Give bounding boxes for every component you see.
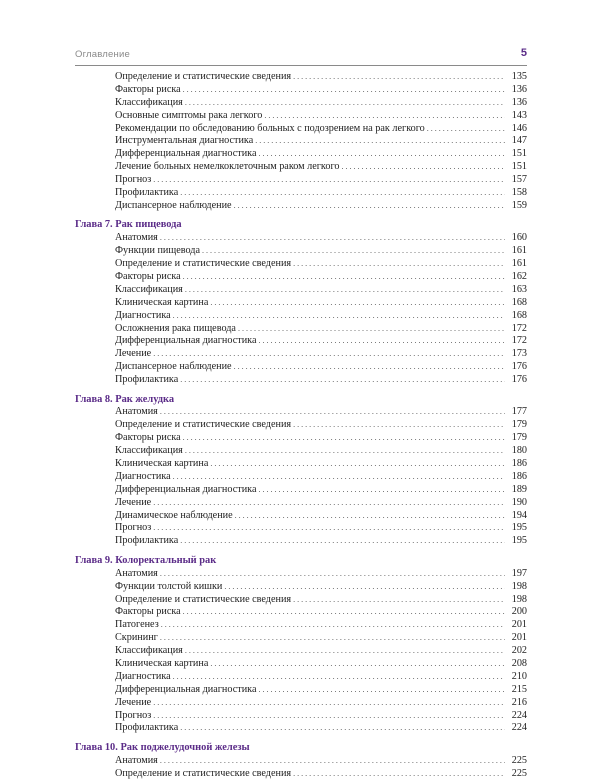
toc-entry-page: 186 xyxy=(511,470,527,482)
toc-entry[interactable] xyxy=(75,297,527,310)
toc-entry-page: 136 xyxy=(511,83,527,95)
toc-entry-label: Профилактика xyxy=(115,374,179,386)
toc-entry-label: Лечение xyxy=(115,696,152,708)
toc-entry[interactable] xyxy=(75,684,527,697)
toc-entry-label: Классификация xyxy=(115,445,183,457)
toc-entry-page: 179 xyxy=(511,419,527,431)
dot-leader xyxy=(180,722,505,735)
table-of-contents xyxy=(75,71,527,781)
toc-entry[interactable] xyxy=(75,374,527,387)
toc-entry[interactable] xyxy=(75,161,527,174)
toc-entry[interactable] xyxy=(75,110,527,123)
chapter-title[interactable]: Глава 8. Рак желудка xyxy=(75,393,175,405)
dot-leader xyxy=(183,606,505,619)
dot-leader xyxy=(160,406,505,419)
dot-leader xyxy=(235,510,505,523)
toc-entry-label: Функции толстой кишки xyxy=(115,580,223,592)
toc-entry-label: Факторы риска xyxy=(115,83,181,95)
dot-leader xyxy=(234,200,505,213)
toc-entry-label: Клиническая картина xyxy=(115,657,209,669)
toc-entry-page: 194 xyxy=(511,509,527,521)
toc-entry[interactable] xyxy=(75,323,527,336)
dot-leader xyxy=(183,271,505,284)
dot-leader xyxy=(264,110,505,123)
dot-leader xyxy=(427,123,505,136)
toc-entry[interactable] xyxy=(75,335,527,348)
dot-leader xyxy=(185,97,505,110)
toc-entry-label: Классификация xyxy=(115,283,183,295)
toc-entry-page: 190 xyxy=(511,496,527,508)
toc-entry[interactable] xyxy=(75,284,527,297)
dot-leader xyxy=(173,310,505,323)
toc-entry[interactable] xyxy=(75,245,527,258)
toc-entry-label: Прогноз xyxy=(115,174,152,186)
toc-entry-label: Профилактика xyxy=(115,187,179,199)
toc-entry[interactable] xyxy=(75,471,527,484)
toc-entry-label: Дифференциальная диагностика xyxy=(115,683,257,695)
toc-entry[interactable] xyxy=(75,658,527,671)
toc-entry[interactable] xyxy=(75,97,527,110)
toc-entry-page: 200 xyxy=(511,606,527,618)
dot-leader xyxy=(183,84,505,97)
toc-entry-label: Анатомия xyxy=(115,406,158,418)
toc-entry-label: Основные симптомы рака легкого xyxy=(115,109,263,121)
toc-entry-label: Скрининг xyxy=(115,632,158,644)
toc-entry-label: Клиническая картина xyxy=(115,296,209,308)
page-number: 5 xyxy=(520,47,527,59)
dot-leader xyxy=(210,458,505,471)
toc-entry-page: 136 xyxy=(511,96,527,108)
toc-entry[interactable] xyxy=(75,432,527,445)
toc-entry[interactable] xyxy=(75,200,527,213)
toc-entry-label: Лечение xyxy=(115,348,152,360)
chapter-title[interactable]: Глава 7. Рак пищевода xyxy=(75,219,182,231)
toc-entry-label: Профилактика xyxy=(115,535,179,547)
toc-entry[interactable] xyxy=(75,271,527,284)
toc-entry-label: Диагностика xyxy=(115,470,171,482)
toc-entry-page: 224 xyxy=(511,722,527,734)
toc-entry-page: 168 xyxy=(511,296,527,308)
dot-leader xyxy=(180,187,505,200)
toc-entry-page: 173 xyxy=(511,348,527,360)
dot-leader xyxy=(258,335,505,348)
dot-leader xyxy=(185,445,505,458)
toc-entry-page: 146 xyxy=(511,122,527,134)
dot-leader xyxy=(153,497,505,510)
toc-entry[interactable] xyxy=(75,645,527,658)
dot-leader xyxy=(153,522,505,535)
toc-entry[interactable] xyxy=(75,535,527,548)
toc-entry[interactable] xyxy=(75,484,527,497)
chapter-title[interactable]: Глава 10. Рак поджелудочной железы xyxy=(75,741,250,753)
toc-entry[interactable] xyxy=(75,755,527,768)
toc-entry[interactable] xyxy=(75,361,527,374)
toc-entry-page: 180 xyxy=(511,445,527,457)
toc-entry[interactable] xyxy=(75,174,527,187)
dot-leader xyxy=(258,148,505,161)
toc-entry[interactable] xyxy=(75,606,527,619)
toc-entry[interactable] xyxy=(75,458,527,471)
toc-entry-page: 163 xyxy=(511,283,527,295)
toc-entry-label: Определение и статистические сведения xyxy=(115,258,292,270)
dot-leader xyxy=(153,697,505,710)
toc-entry[interactable] xyxy=(75,768,527,781)
dot-leader xyxy=(293,419,505,432)
toc-entry[interactable] xyxy=(75,419,527,432)
toc-entry[interactable] xyxy=(75,84,527,97)
toc-entry[interactable] xyxy=(75,187,527,200)
dot-leader xyxy=(210,658,505,671)
toc-entry[interactable] xyxy=(75,310,527,323)
toc-entry-label: Дифференциальная диагностика xyxy=(115,148,257,160)
toc-entry[interactable] xyxy=(75,135,527,148)
dot-leader xyxy=(258,484,505,497)
page-header xyxy=(75,47,527,66)
toc-entry-label: Определение и статистические сведения xyxy=(115,71,292,82)
toc-entry-page: 195 xyxy=(511,535,527,547)
toc-entry-page: 162 xyxy=(511,270,527,282)
toc-entry-page: 135 xyxy=(511,71,527,82)
toc-entry[interactable] xyxy=(75,348,527,361)
toc-entry-label: Клиническая картина xyxy=(115,458,209,470)
toc-entry-page: 176 xyxy=(511,374,527,386)
toc-entry[interactable] xyxy=(75,619,527,632)
toc-entry-page: 151 xyxy=(511,148,527,160)
dot-leader xyxy=(160,232,505,245)
toc-entry-label: Рекомендации по обследованию больных с подозрением на рак легкого xyxy=(115,122,425,134)
toc-entry-label: Классификация xyxy=(115,96,183,108)
toc-entry-label: Факторы риска xyxy=(115,270,181,282)
toc-entry-label: Лечение больных немелкоклеточным раком легкого xyxy=(115,161,340,173)
toc-entry-label: Динамическое наблюдение xyxy=(115,509,233,521)
toc-entry-page: 195 xyxy=(511,522,527,534)
toc-entry[interactable] xyxy=(75,568,527,581)
toc-entry-page: 197 xyxy=(511,567,527,579)
chapter-title[interactable]: Глава 9. Колоректальный рак xyxy=(75,554,217,566)
dot-leader xyxy=(153,348,505,361)
dot-leader xyxy=(293,594,505,607)
toc-entry-label: Определение и статистические сведения xyxy=(115,767,292,779)
toc-entry[interactable] xyxy=(75,581,527,594)
toc-entry-label: Анатомия xyxy=(115,567,158,579)
toc-entry-label: Диспансерное наблюдение xyxy=(115,199,232,211)
toc-entry-label: Анатомия xyxy=(115,232,158,244)
toc-entry[interactable] xyxy=(75,71,527,84)
dot-leader xyxy=(234,361,505,374)
toc-entry[interactable] xyxy=(75,594,527,607)
toc-entry-label: Дифференциальная диагностика xyxy=(115,483,257,495)
dot-leader xyxy=(160,568,505,581)
toc-entry-page: 157 xyxy=(511,174,527,186)
toc-entry-page: 161 xyxy=(511,245,527,257)
toc-entry[interactable] xyxy=(75,258,527,271)
toc-entry-label: Определение и статистические сведения xyxy=(115,593,292,605)
dot-leader xyxy=(258,684,505,697)
dot-leader xyxy=(255,135,505,148)
toc-entry-page: 172 xyxy=(511,322,527,334)
dot-leader xyxy=(341,161,505,174)
toc-entry-page: 176 xyxy=(511,361,527,373)
toc-entry[interactable] xyxy=(75,697,527,710)
toc-entry-label: Определение и статистические сведения xyxy=(115,419,292,431)
dot-leader xyxy=(185,645,505,658)
toc-entry-page: 201 xyxy=(511,632,527,644)
toc-entry-label: Прогноз xyxy=(115,709,152,721)
toc-entry-label: Факторы риска xyxy=(115,606,181,618)
toc-entry-label: Дифференциальная диагностика xyxy=(115,335,257,347)
toc-entry-page: 216 xyxy=(511,696,527,708)
toc-entry-page: 225 xyxy=(511,767,527,779)
toc-entry-label: Диспансерное наблюдение xyxy=(115,361,232,373)
toc-entry-label: Анатомия xyxy=(115,754,158,766)
toc-entry-label: Осложнения рака пищевода xyxy=(115,322,236,334)
dot-leader xyxy=(293,71,505,84)
toc-entry-page: 186 xyxy=(511,458,527,470)
toc-entry-label: Факторы риска xyxy=(115,432,181,444)
dot-leader xyxy=(185,284,505,297)
dot-leader xyxy=(224,581,505,594)
running-header-title: Оглавление xyxy=(75,49,130,60)
toc-entry-page: 160 xyxy=(511,232,527,244)
toc-entry-page: 177 xyxy=(511,406,527,418)
toc-entry-page: 159 xyxy=(511,199,527,211)
toc-entry-page: 198 xyxy=(511,580,527,592)
toc-entry-page: 179 xyxy=(511,432,527,444)
toc-entry-page: 198 xyxy=(511,593,527,605)
toc-entry-label: Функции пищевода xyxy=(115,245,200,257)
toc-entry-page: 210 xyxy=(511,670,527,682)
dot-leader xyxy=(180,535,505,548)
toc-entry[interactable] xyxy=(75,671,527,684)
toc-entry-page: 147 xyxy=(511,135,527,147)
dot-leader xyxy=(180,374,505,387)
dot-leader xyxy=(160,755,505,768)
toc-entry-label: Диагностика xyxy=(115,670,171,682)
toc-entry[interactable] xyxy=(75,632,527,645)
toc-entry-page: 201 xyxy=(511,619,527,631)
toc-entry-label: Классификация xyxy=(115,645,183,657)
toc-entry[interactable] xyxy=(75,148,527,161)
toc-entry-page: 215 xyxy=(511,683,527,695)
toc-entry[interactable] xyxy=(75,722,527,735)
toc-entry-page: 143 xyxy=(511,109,527,121)
toc-entry-page: 225 xyxy=(511,754,527,766)
toc-entry-label: Профилактика xyxy=(115,722,179,734)
dot-leader xyxy=(153,174,505,187)
dot-leader xyxy=(160,632,505,645)
toc-entry-page: 168 xyxy=(511,309,527,321)
toc-entry[interactable] xyxy=(75,710,527,723)
dot-leader xyxy=(153,710,505,723)
toc-entry[interactable] xyxy=(75,232,527,245)
dot-leader xyxy=(183,432,505,445)
toc-entry[interactable] xyxy=(75,445,527,458)
toc-entry[interactable] xyxy=(75,406,527,419)
toc-entry-page: 202 xyxy=(511,645,527,657)
toc-entry[interactable] xyxy=(75,510,527,523)
dot-leader xyxy=(293,258,505,271)
dot-leader xyxy=(293,768,505,781)
toc-entry-page: 172 xyxy=(511,335,527,347)
toc-entry-page: 161 xyxy=(511,258,527,270)
dot-leader xyxy=(202,245,505,258)
toc-entry-label: Диагностика xyxy=(115,309,171,321)
toc-entry-page: 208 xyxy=(511,657,527,669)
toc-entry-label: Лечение xyxy=(115,496,152,508)
dot-leader xyxy=(238,323,505,336)
dot-leader xyxy=(173,471,505,484)
dot-leader xyxy=(161,619,505,632)
dot-leader xyxy=(210,297,505,310)
toc-entry-label: Прогноз xyxy=(115,522,152,534)
toc-entry-page: 189 xyxy=(511,483,527,495)
toc-entry-label: Инструментальная диагностика xyxy=(115,135,254,147)
toc-entry-label: Патогенез xyxy=(115,619,159,631)
toc-entry[interactable] xyxy=(75,497,527,510)
toc-entry-page: 151 xyxy=(511,161,527,173)
dot-leader xyxy=(173,671,505,684)
toc-entry[interactable] xyxy=(75,522,527,535)
toc-entry[interactable] xyxy=(75,123,527,136)
toc-entry-page: 224 xyxy=(511,709,527,721)
toc-entry-page: 158 xyxy=(511,187,527,199)
